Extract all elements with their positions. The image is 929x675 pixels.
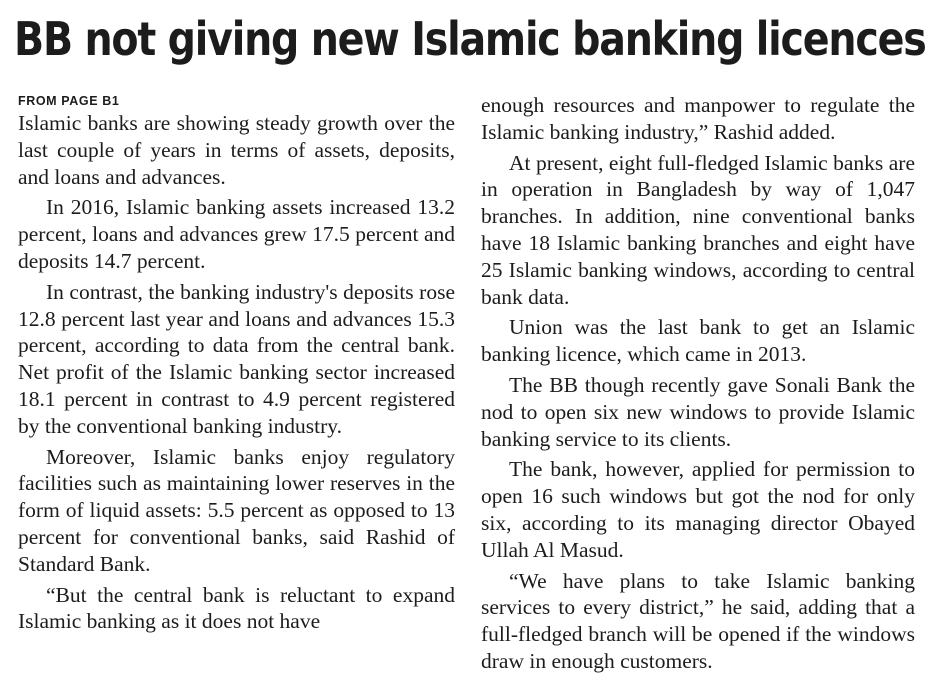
paragraph: The BB though recently gave Sonali Bank the nod to open six new windows to provide Islamic banking service to its clients. xyxy=(481,372,915,451)
article-column-right xyxy=(481,92,915,675)
paragraph: At present, eight full-fledged Islamic banks are in operation in Bangladesh by way of 1,047 branches. In addition, nine conventional banks have 18 Islamic banking branches and eight have 25 Islamic banking windows, according to central bank data. xyxy=(481,150,915,309)
paragraph: Islamic banks are showing steady growth over the last couple of years in terms of assets, deposits, and loans and advances. xyxy=(18,111,455,189)
paragraph: enough resources and manpower to regulate the Islamic banking industry,” Rashid added. xyxy=(481,93,915,144)
paragraph: In contrast, the banking industry's deposits rose 12.8 percent last year and loans and advances 15.3 percent, according to data from the central bank. Net profit of the Islamic banking sector increased 18.1 percent in contrast to 4.9 percent registered by the conventional banking industry. xyxy=(18,279,455,438)
paragraph: Moreover, Islamic banks enjoy regulatory facilities such as maintaining lower reserves in the form of liquid assets: 5.5 percent as opposed to 13 percent for conventional banks, said Rashid of Standard Bank. xyxy=(18,444,455,576)
article-column-left xyxy=(18,92,455,635)
paragraph: “But the central bank is reluctant to expand Islamic banking as it does not have xyxy=(18,582,455,634)
paragraph: The bank, however, applied for permission to open 16 such windows but got the nod for only six, according to its managing director Obayed Ullah Al Masud. xyxy=(481,457,915,562)
continuation-kicker: FROM PAGE B1 xyxy=(18,94,120,108)
paragraph: Union was the last bank to get an Islamic banking licence, which came in 2013. xyxy=(481,315,915,367)
headline: BB not giving new Islamic banking licences xyxy=(14,12,926,66)
paragraph: “We have plans to take Islamic banking services to every district,” he said, adding that a full-fledged branch will be opened if the windows draw in enough customers. xyxy=(481,568,915,673)
paragraph: In 2016, Islamic banking assets increased 13.2 percent, loans and advances grew 17.5 percent and deposits 14.7 percent. xyxy=(18,195,455,273)
